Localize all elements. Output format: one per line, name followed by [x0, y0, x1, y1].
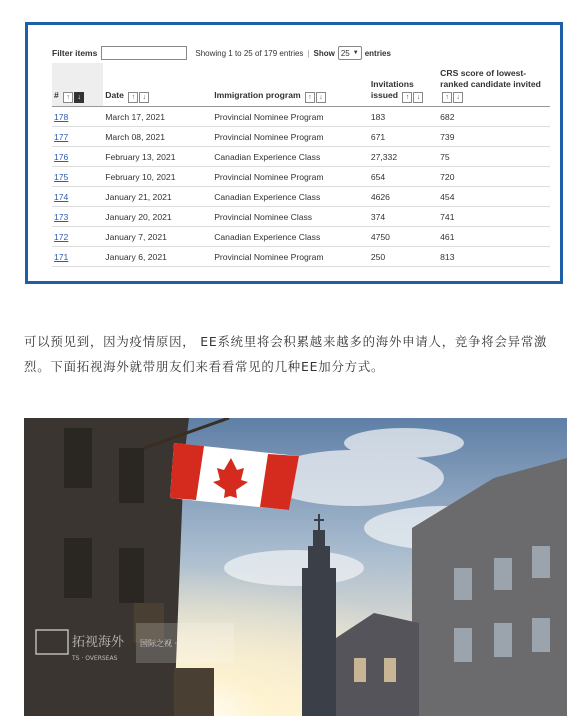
- table-cell: [103, 227, 212, 247]
- table-cell: [103, 147, 212, 167]
- table-row: [52, 147, 550, 167]
- row-number-link[interactable]: 175: [54, 171, 69, 182]
- entries-label: entries: [364, 48, 391, 58]
- draws-table: [52, 63, 550, 267]
- row-invitations: 654: [370, 171, 386, 182]
- table-cell: [212, 247, 369, 267]
- row-date: January 20, 2021: [105, 211, 172, 222]
- table-cell: [212, 127, 369, 147]
- article-paragraph: 可以预见到，因为疫情原因， EE系统里将会积累越来越多的海外申请人，竞争将会异常激烈。下面拓视海外就带朋友们来看看常见的几种EE加分方式。: [24, 334, 548, 374]
- sort-asc-icon[interactable]: ↑: [402, 92, 412, 103]
- row-date: January 7, 2021: [105, 231, 167, 242]
- sort-desc-icon[interactable]: ↓: [413, 92, 423, 103]
- row-program: Provincial Nominee Program: [214, 131, 324, 142]
- watermark-cn: 拓视海外: [72, 635, 125, 650]
- row-invitations: 4626: [370, 191, 390, 202]
- sort-asc-icon[interactable]: ↑: [442, 92, 452, 103]
- table-controls: [52, 43, 391, 63]
- table-row: [52, 207, 550, 227]
- table-cell: [103, 207, 212, 227]
- row-program: Provincial Nominee Class: [214, 211, 313, 222]
- row-crs-score: 741: [440, 211, 455, 222]
- sort-asc-icon[interactable]: ↑: [63, 92, 73, 103]
- table-row: [52, 127, 550, 147]
- sort-desc-icon[interactable]: ↓: [139, 92, 149, 103]
- row-number-link[interactable]: 172: [54, 231, 69, 242]
- row-date: January 21, 2021: [105, 191, 172, 202]
- data-table-panel: [25, 22, 563, 284]
- row-crs-score: 720: [440, 171, 455, 182]
- row-invitations: 183: [370, 111, 386, 122]
- row-program: Canadian Experience Class: [214, 191, 321, 202]
- table-cell: [52, 107, 103, 127]
- table-cell: [369, 107, 438, 127]
- table-cell: [212, 167, 369, 187]
- row-program: Canadian Experience Class: [214, 231, 321, 242]
- table-cell: [52, 167, 103, 187]
- row-crs-score: 454: [440, 191, 455, 202]
- sort-desc-icon[interactable]: ↓: [74, 92, 84, 103]
- row-date: January 6, 2021: [105, 251, 167, 262]
- table-cell: [438, 147, 550, 167]
- table-cell: [212, 187, 369, 207]
- row-number-link[interactable]: 171: [54, 251, 69, 262]
- table-cell: [52, 247, 103, 267]
- table-cell: [438, 187, 550, 207]
- table-cell: [103, 127, 212, 147]
- table-cell: [369, 227, 438, 247]
- column-header-program[interactable]: [212, 63, 369, 107]
- sort-asc-icon[interactable]: ↑: [305, 92, 315, 103]
- table-row: [52, 227, 550, 247]
- column-header-label: Immigration program: [214, 90, 301, 100]
- table-cell: [212, 207, 369, 227]
- table-cell: [438, 207, 550, 227]
- table-cell: [369, 247, 438, 267]
- row-number-link[interactable]: 174: [54, 191, 69, 202]
- showing-info: Showing 1 to 25 of 179 entries: [195, 48, 304, 58]
- row-number-link[interactable]: 176: [54, 151, 69, 162]
- table-cell: [212, 107, 369, 127]
- sort-desc-icon[interactable]: ↓: [453, 92, 463, 103]
- row-invitations: 374: [370, 211, 386, 222]
- row-program: Provincial Nominee Program: [214, 111, 324, 122]
- column-header-crs[interactable]: [438, 63, 550, 107]
- row-invitations: 27,332: [370, 151, 398, 162]
- table-cell: [52, 127, 103, 147]
- table-header-row: [52, 63, 550, 107]
- table-cell: [103, 247, 212, 267]
- page-size-value: 25: [340, 48, 350, 58]
- separator: |: [307, 48, 310, 58]
- table-cell: [52, 147, 103, 167]
- table-row: [52, 107, 550, 127]
- chevron-down-icon: ▼: [352, 50, 359, 56]
- table-cell: [369, 127, 438, 147]
- table-cell: [369, 147, 438, 167]
- row-number-link[interactable]: 177: [54, 131, 69, 142]
- row-invitations: 671: [370, 131, 386, 142]
- sort-desc-icon[interactable]: ↓: [316, 92, 326, 103]
- column-header-label: Invitations issued: [370, 79, 414, 100]
- table-cell: [438, 227, 550, 247]
- row-invitations: 4750: [370, 231, 390, 242]
- row-crs-score: 739: [440, 131, 455, 142]
- table-cell: [438, 167, 550, 187]
- table-cell: [369, 187, 438, 207]
- table-cell: [438, 247, 550, 267]
- row-date: February 10, 2021: [105, 171, 176, 182]
- row-crs-score: 813: [440, 251, 455, 262]
- row-program: Provincial Nominee Program: [214, 171, 324, 182]
- table-cell: [212, 147, 369, 167]
- table-cell: [369, 167, 438, 187]
- table-row: [52, 167, 550, 187]
- watermark-en: TS · OVERSEAS: [72, 655, 118, 662]
- row-invitations: 250: [370, 251, 386, 262]
- table-cell: [369, 207, 438, 227]
- table-row: [52, 247, 550, 267]
- row-date: February 13, 2021: [105, 151, 176, 162]
- row-program: Canadian Experience Class: [214, 151, 321, 162]
- filter-label: Filter items: [52, 48, 98, 58]
- column-header-number[interactable]: [52, 63, 103, 107]
- column-header-label: #: [54, 90, 59, 100]
- table-cell: [212, 227, 369, 247]
- table-cell: [103, 167, 212, 187]
- row-crs-score: 75: [440, 151, 450, 162]
- table-cell: [52, 227, 103, 247]
- row-crs-score: 461: [440, 231, 455, 242]
- page-size-select[interactable]: [338, 46, 362, 60]
- column-header-label: CRS score of lowest-ranked candidate invited: [440, 68, 541, 89]
- column-header-invitations[interactable]: [369, 63, 438, 107]
- table-cell: [52, 207, 103, 227]
- row-date: March 08, 2021: [105, 131, 165, 142]
- column-header-label: Date: [105, 90, 124, 100]
- table-cell: [52, 187, 103, 207]
- table-cell: [103, 187, 212, 207]
- table-row: [52, 187, 550, 207]
- sort-asc-icon[interactable]: ↑: [128, 92, 138, 103]
- row-crs-score: 682: [440, 111, 455, 122]
- column-header-date[interactable]: [103, 63, 212, 107]
- table-cell: [438, 107, 550, 127]
- watermark-side: 国际之视 · 格局之境: [140, 639, 212, 648]
- row-date: March 17, 2021: [105, 111, 165, 122]
- filter-input[interactable]: [101, 46, 187, 60]
- table-cell: [438, 127, 550, 147]
- row-number-link[interactable]: 173: [54, 211, 69, 222]
- row-number-link[interactable]: 178: [54, 111, 69, 122]
- show-label: Show: [313, 48, 335, 58]
- row-program: Provincial Nominee Program: [214, 251, 324, 262]
- table-cell: [103, 107, 212, 127]
- street-photo: [24, 418, 567, 716]
